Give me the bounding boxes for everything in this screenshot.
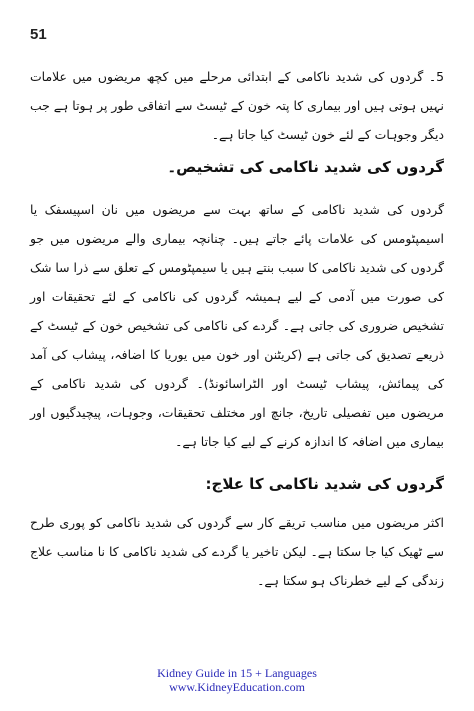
page-footer [0, 666, 474, 694]
diagnosis-paragraph: گردوں کی شدید ناکامی کے ساتھ بہت سے مریضوں میں نان اسپیسفک یا اسیمپٹومس کی علامات پائے جاتے ہیں۔ چنانچہ بیماری والے مریضوں میں جو گردوں کی شدید ناکامی کا سبب بنتے ہیں یا سیمپٹومس کے تعلق سے ذرا سا شک کی صورت میں آدمی کے لیے ہمیشہ گردوں کی ناکامی کے لئے تحقیقات اور تشخیص ضروری کی جاتی ہے۔ گردے کی ناکامی کی تشخیص خون کے ٹیسٹ کے ذریعے تصدیق کی جاتی ہے (کریٹنن اور خون میں یوریا کا اضافہ، پیشاب کی آمد کی پیمائش، پیشاب ٹیسٹ اور الٹراسائونڈ)۔ گردوں کی شدید ناکامی کے مریضوں میں تفصیلی تاریخ، جانچ اور مختلف تحقیقات، وجوہات، پیچیدگیوں اور بیماری میں اضافہ کا اندازہ کرنے کے لیے کیا جاتا ہے۔ [30, 202, 444, 449]
page-number: 51 [30, 26, 47, 43]
treatment-paragraph: اکثر مریضوں میں مناسب تریقے کار سے گردوں کی شدید ناکامی کو پوری طرح سے ٹھیک کیا جا سکتا ہے۔ لیکن تاخیر یا گردے کی شدید ناکامی کا نا مناسب علاج زندگی کے لیے خطرناک ہو سکتا ہے۔ [30, 515, 444, 588]
diagnosis-heading: گردوں کی شدید ناکامی کی تشخیص۔ [167, 158, 444, 176]
page-content [30, 62, 444, 595]
treatment-heading: گردوں کی شدید ناکامی کا علاج: [205, 475, 444, 493]
footer-title: Kidney Guide in 15 + Languages [157, 666, 317, 680]
intro-paragraph: 5۔ گردوں کی شدید ناکامی کے ابتدائی مرحلے میں کچھ مریضوں میں علامات نہیں ہوتی ہیں اور بیماری کا پتہ خون کے ٹیسٹ سے اتفاقی طور پر ہوتا ہے جب دیگر وجوہات کے لئے خون ٹیسٹ کیا جاتا ہے۔ [30, 69, 444, 142]
footer-website-link[interactable]: www.KidneyEducation.com [169, 680, 305, 694]
